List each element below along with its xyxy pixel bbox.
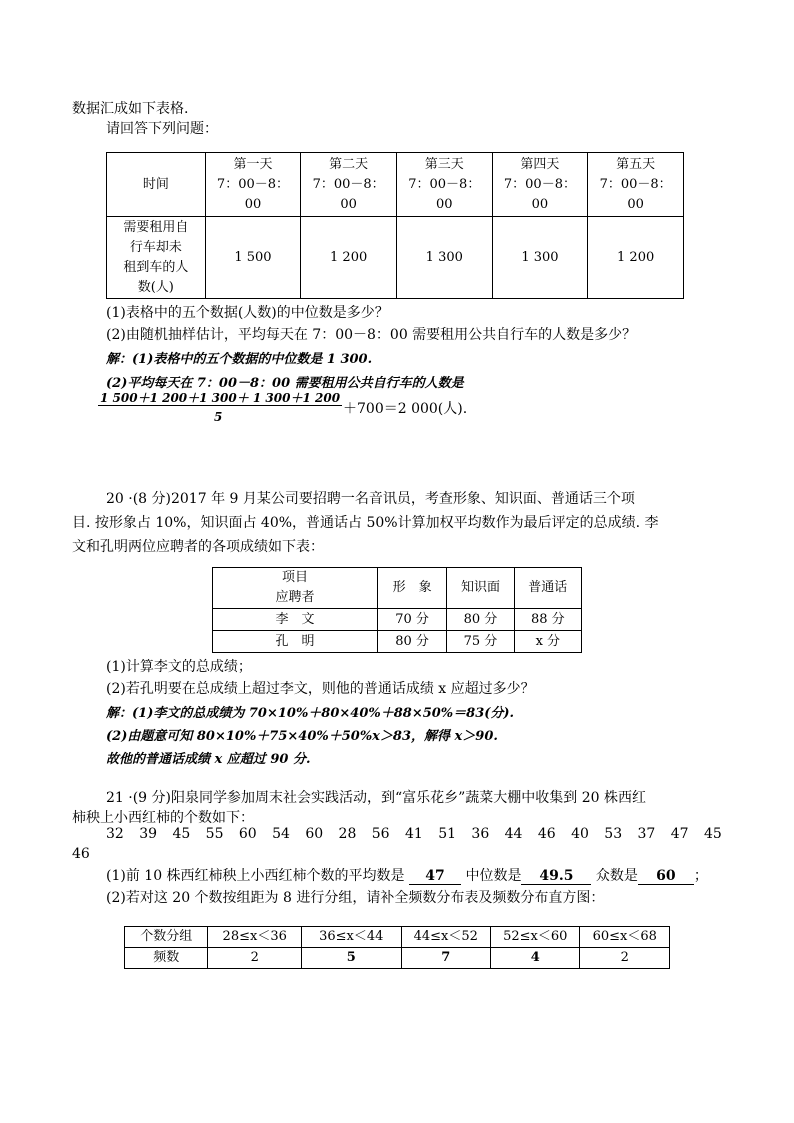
q21-question2: (2)若对这 20 个数按组距为 8 进行分组，请补全频数分布表及频数分布直方图： (106, 890, 605, 906)
mode-answer: 60 (638, 868, 694, 885)
row-label: 需要租用自 行车却未 租到车的人 数(人) (107, 217, 206, 299)
score-cell: 80 分 (447, 609, 514, 631)
frequency-table (124, 926, 670, 969)
freq-cell: 2 (580, 948, 670, 969)
q20-solution2: (2)由题意可知 80×10%＋75×40%＋50%x＞83，解得 x＞90. (106, 729, 498, 744)
applicant-name: 李 文 (213, 609, 378, 631)
fraction-denominator: 5 (214, 410, 223, 424)
tomato-count-last: 46 (72, 846, 90, 862)
header-time: 时间 (107, 153, 206, 217)
freq-cell: 4 (490, 948, 579, 969)
q20-line2: 目. 按形象占 10%，知识面占 40%，普通话占 50%计算加权平均数作为最后评定的总成绩. 李 (72, 515, 659, 531)
bike-rental-table (106, 152, 684, 299)
q20-line1: 20 ·(8 分)2017 年 9 月某公司要招聘一名音讯员，考查形象、知识面、普通话三个项 (106, 491, 635, 507)
day-header: 第二天 7：00－8： 00 (301, 153, 397, 217)
q19-solution2: (2)平均每天在 7：00－8：00 需要租用公共自行车的人数是 (106, 376, 464, 391)
intro-line1: 数据汇成如下表格. (72, 101, 189, 117)
day-header: 第三天 7：00－8： 00 (396, 153, 492, 217)
col-header: 知识面 (447, 568, 514, 609)
freq-cell: 7 (401, 948, 490, 969)
col-header: 普通话 (514, 568, 581, 609)
group-cell: 44≤x＜52 (401, 927, 490, 948)
q19-question2: (2)由随机抽样估计，平均每天在 7：00－8：00 需要租用公共自行车的人数是多少？ (106, 327, 637, 343)
col-header: 形 象 (377, 568, 446, 609)
day-header: 第四天 7：00－8： 00 (492, 153, 588, 217)
value-cell: 1 200 (301, 217, 397, 299)
fraction-bar (98, 405, 342, 406)
corner-header: 项目 应聘者 (213, 568, 378, 609)
group-cell: 36≤x＜44 (301, 927, 401, 948)
value-cell: 1 300 (396, 217, 492, 299)
value-cell: 1 300 (492, 217, 588, 299)
score-cell: 80 分 (377, 631, 446, 653)
score-cell: x 分 (514, 631, 581, 653)
freq-label: 频数 (125, 948, 208, 969)
day-header: 第一天 7：00－8： 00 (205, 153, 301, 217)
freq-cell: 2 (208, 948, 302, 969)
score-cell: 75 分 (447, 631, 514, 653)
score-cell: 88 分 (514, 609, 581, 631)
q20-question2: (2)若孔明要在总成绩上超过李文，则他的普通话成绩 x 应超过多少？ (106, 681, 535, 697)
intro-line2: 请回答下列问题： (106, 121, 218, 137)
q20-solution3: 故他的普通话成绩 x 应超过 90 分. (106, 752, 311, 767)
group-cell: 60≤x＜68 (580, 927, 670, 948)
day-header: 第五天 7：00－8： 00 (588, 153, 684, 217)
q19-solution1: 解：(1)表格中的五个数据的中位数是 1 300. (106, 352, 373, 367)
median-answer: 49.5 (521, 868, 591, 885)
q20-question1: (1)计算李文的总成绩； (106, 659, 252, 675)
group-cell: 28≤x＜36 (208, 927, 302, 948)
value-cell: 1 500 (205, 217, 301, 299)
applicant-name: 孔 明 (213, 631, 378, 653)
q19-question1: (1)表格中的五个数据(人数)的中位数是多少？ (106, 305, 389, 321)
mean-answer: 47 (409, 868, 461, 885)
group-label: 个数分组 (125, 927, 208, 948)
q20-line3: 文和孔明两位应聘者的各项成绩如下表： (72, 539, 324, 555)
tomato-counts: 32 39 45 55 60 54 60 28 56 41 51 36 44 46 40 53 37 47 45 (106, 826, 722, 842)
q21-line2: 柿秧上小西红柿的个数如下： (72, 810, 254, 826)
fraction-tail: ＋700＝2 000(人). (343, 401, 468, 417)
value-cell: 1 200 (588, 217, 684, 299)
q21-line1: 21 ·(9 分)阳泉同学参加周末社会实践活动，到“富乐花乡”蔬菜大棚中收集到 20 株西红 (106, 790, 647, 806)
freq-cell: 5 (301, 948, 401, 969)
applicant-score-table (212, 567, 582, 653)
score-cell: 70 分 (377, 609, 446, 631)
q21-question1: (1)前 10 株西红柿秧上小西红柿个数的平均数是 47 中位数是 49.5 众数是 60 ； (106, 868, 708, 884)
fraction-numerator: 1 500＋1 200＋1 300＋ 1 300＋1 200 (100, 391, 341, 405)
group-cell: 52≤x＜60 (490, 927, 579, 948)
q20-solution1: 解：(1)李文的总成绩为 70×10%＋80×40%＋88×50%＝83(分). (106, 706, 515, 721)
